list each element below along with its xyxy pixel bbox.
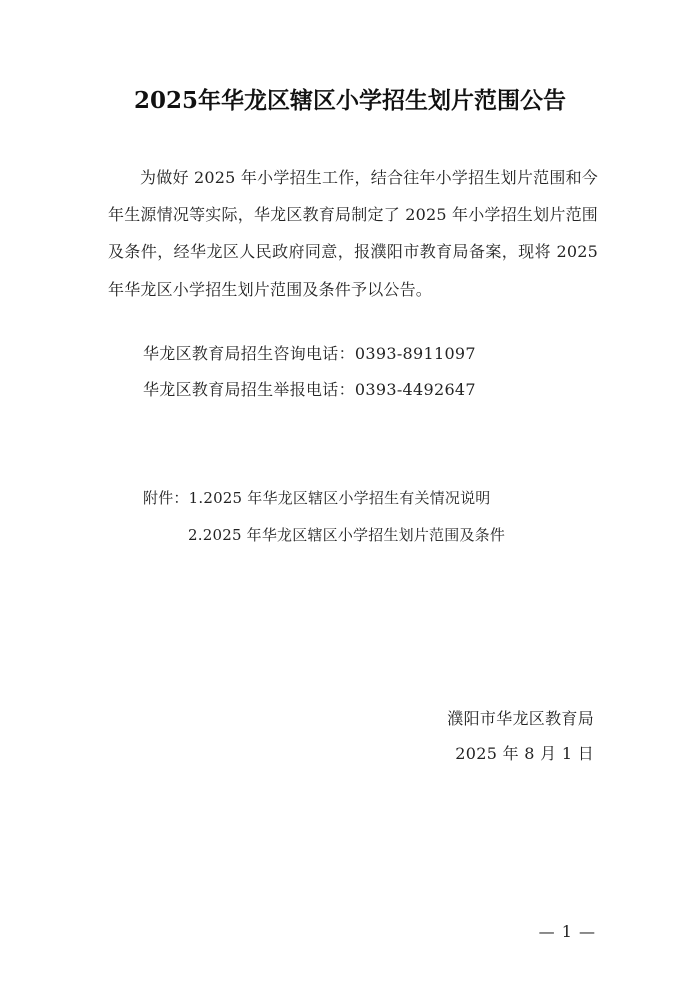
issue-date: 2025 年 8 月 1 日 [455,744,594,763]
attachments-label: 附件： [143,489,189,507]
attachment-item-2: 2.2025 年华龙区辖区小学招生划片范围及条件 [188,526,506,544]
attachment-item-1 [143,487,490,509]
attachment-item-1-text: 1.2025 年华龙区辖区小学招生有关情况说明 [188,489,491,507]
page-number: — 1 — [538,922,596,941]
report-phone-line: 华龙区教育局招生举报电话：0393-4492647 [143,380,476,399]
issuer-signature: 濮阳市华龙区教育局 [447,709,594,728]
document-title: 2025年华龙区辖区小学招生划片范围公告 [133,87,566,114]
announcement-paragraph: 为做好 2025 年小学招生工作，结合往年小学招生划片范围和今年生源情况等实际，华龙区教育局制定了 2025 年小学招生划片范围及条件，经华龙区人民政府同意，报濮阳市教育局备案，现将 2025 年华龙区小学招生划片范围及条件予以公告。 [108,168,598,299]
consult-phone-line: 华龙区教育局招生咨询电话：0393-8911097 [143,344,476,363]
